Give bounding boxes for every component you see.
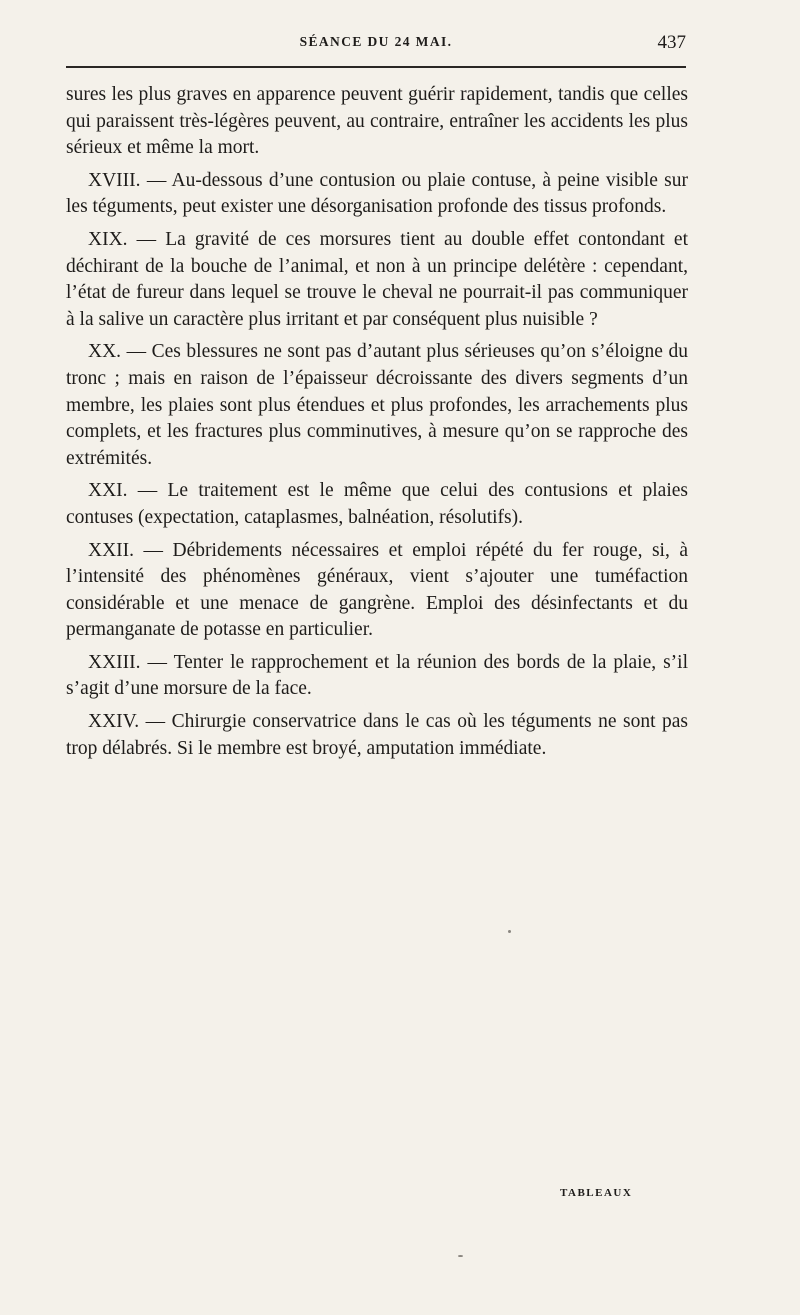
header-rule [66, 66, 686, 68]
paragraph-xxiii: XXIII. — Tenter le rapprochement et la réunion des bords de la plaie, s’il s’agit d’une morsure de la face. [66, 651, 688, 700]
paragraph-continuation: sures les plus graves en apparence peuvent guérir rapidement, tandis que celles qui paraissent très-légères peuvent, au contraire, entraîner les accidents les plus sérieux et même la mort. [66, 84, 688, 159]
paragraph-xxi: XXI. — Le traitement est le même que celui des contusions et plaies contuses (expectation, cataplasmes, balnéation, résolutifs). [66, 480, 688, 528]
paragraph-xxiv: XXIV. — Chirurgie conservatrice dans le cas où les téguments ne sont pas trop délabrés. Si le membre est broyé, amputation immédiate. [66, 711, 688, 759]
catchword: TABLEAUX [560, 1187, 633, 1199]
paper-speck [458, 1255, 463, 1257]
paragraph-xviii: XVIII. — Au-dessous d’une contusion ou plaie contuse, à peine visible sur les téguments, peut exister une désorganisation profonde des tissus profonds. [66, 169, 688, 218]
paragraph-xix: XIX. — La gravité de ces morsures tient au double effet contondant et déchirant de la bouche de l’animal, et non à un principe delétère : cependant, l’état de fureur dans lequel se trouve le cheval ne pourrait-il pas communiquer à la salive un caractère plus irritant et par conséquent plus nuisible ? [66, 228, 688, 330]
paper-speck [508, 930, 511, 933]
body-text [66, 82, 688, 768]
paragraph-xx: XX. — Ces blessures ne sont pas d’autant plus sérieuses qu’on s’éloigne du tronc ; mais en raison de l’épaisseur décroissante des divers segments d’un membre, les plaies sont plus étendues et plus profondes, les arrachements plus complets, et les fractures plus comminutives, à mesure qu’on se rapproche des extrémités. [66, 341, 688, 469]
page-number: 437 [657, 32, 686, 53]
running-title: SÉANCE DU 24 MAI. [299, 34, 453, 49]
running-head [66, 32, 686, 56]
paragraph-xxii: XXII. — Débridements nécessaires et emploi répété du fer rouge, si, à l’intensité des phénomènes généraux, vient s’ajouter une tuméfaction considérable et une menace de gangrène. Emploi des désinfectants et du permanganate de potasse en particulier. [66, 539, 688, 641]
